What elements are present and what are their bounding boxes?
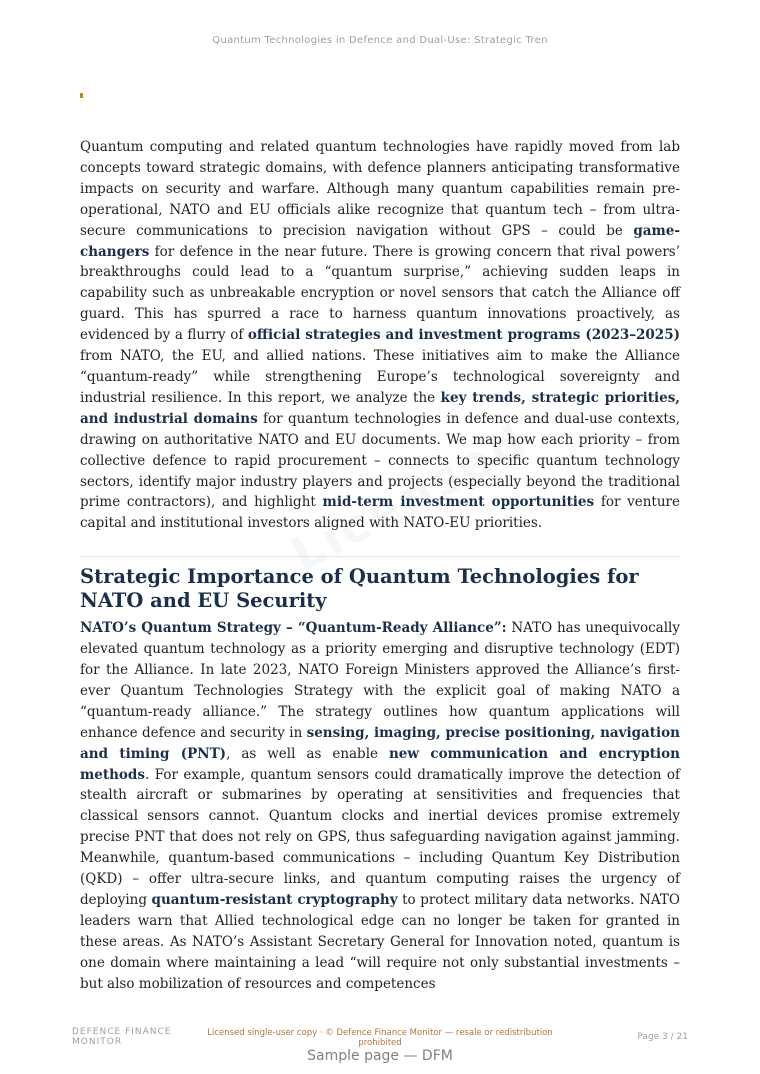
main-content — [80, 137, 680, 995]
emphasis: mid-term investment opportunities — [322, 494, 595, 511]
paragraph-lead: NATO’s Quantum Strategy – “Quantum-Ready Alliance”: — [80, 620, 507, 637]
emphasis: new communication and encryption methods — [80, 745, 680, 783]
emphasis: game-changers — [80, 222, 680, 260]
intro-paragraph: Quantum computing and related quantum technologies have rapidly moved from lab concepts toward strategic domains, with defence planners anticipating transformative impacts on security and warfare. Although many quantum capabilities remain pre-operational, NATO and EU officials alike recognize that quantum tech – from ultra-secure communications to precision navigation without GPS – could be game-changers for defence in the near future. There is growing concern that rival powers’ breakthroughs could lead to a “quantum surprise,” achieving sudden leaps in capability such as unbreakable encryption or novel sensors that catch the Alliance off guard. This has spurred a race to harness quantum innovations proactively, as evidenced by a flurry of official strategies and investment programs (2023–2025) from NATO, the EU, and allied nations. These initiatives aim to make the Alliance “quantum-ready” while strengthening Europe’s technological sovereignty and industrial resilience. In this report, we analyze the key trends, strategic priorities, and industrial domains for quantum technologies in defence and dual-use contexts, drawing on authoritative NATO and EU documents. We map how each priority – from collective defence to rapid procurement – connects to specific quantum technology sectors, identify major industry players and projects (especially beyond the traditional prime contractors), and highlight mid-term investment opportunities for venture capital and institutional investors aligned with NATO-EU priorities. — [80, 139, 680, 532]
footer-publisher: DEFENCE FINANCE MONITOR — [72, 1027, 172, 1047]
accent-mark — [80, 93, 83, 98]
page-number: Page 3 / 21 — [637, 1032, 688, 1042]
running-header: Quantum Technologies in Defence and Dual-Use: Strategic Tren — [212, 35, 548, 46]
footer-license: Licensed single-user copy · © Defence Finance Monitor — resale or redistribution prohibited — [207, 1028, 553, 1048]
section-divider — [80, 556, 680, 557]
section-paragraph: NATO’s Quantum Strategy – “Quantum-Ready Alliance”: NATO has unequivocally elevated quantum technology as a priority emerging and disruptive technology (EDT) for the Alliance. In late 2023, NATO Foreign Ministers approved the Alliance’s first-ever Quantum Technologies Strategy with the explicit goal of making NATO a “quantum-ready alliance.” The strategy outlines how quantum applications will enhance defence and security in sensing, imaging, precise positioning, navigation and timing (PNT), as well as enable new communication and encryption methods. For example, quantum sensors could dramatically improve the detection of stealth aircraft or submarines by operating at sensitivities and frequencies that classical sensors cannot. Quantum clocks and inertial devices promise extremely precise PNT that does not rely on GPS, thus safeguarding navigation against jamming. Meanwhile, quantum-based communications – including Quantum Key Distribution (QKD) – offer ultra-secure links, and quantum computing raises the urgency of deploying quantum-resistant cryptography to protect military data networks. NATO leaders warn that Allied technological edge can no longer be taken for granted in these areas. As NATO’s Assistant Secretary General for Innovation noted, quantum is one domain where maintaining a lead “will require not only substantial investments – but also mobilization of resources and competences — [80, 620, 681, 992]
emphasis: key trends, strategic priorities, and industrial domains — [80, 389, 680, 427]
emphasis: quantum-resistant cryptography — [151, 892, 398, 908]
sample-label: Sample page — DFM — [307, 1048, 453, 1064]
emphasis: official strategies and investment programs (2023–2025) — [247, 327, 680, 344]
section-heading: Strategic Importance of Quantum Technologies for NATO and EU Security — [80, 565, 639, 612]
emphasis: sensing, imaging, precise positioning, navigation and timing (PNT) — [80, 724, 680, 762]
